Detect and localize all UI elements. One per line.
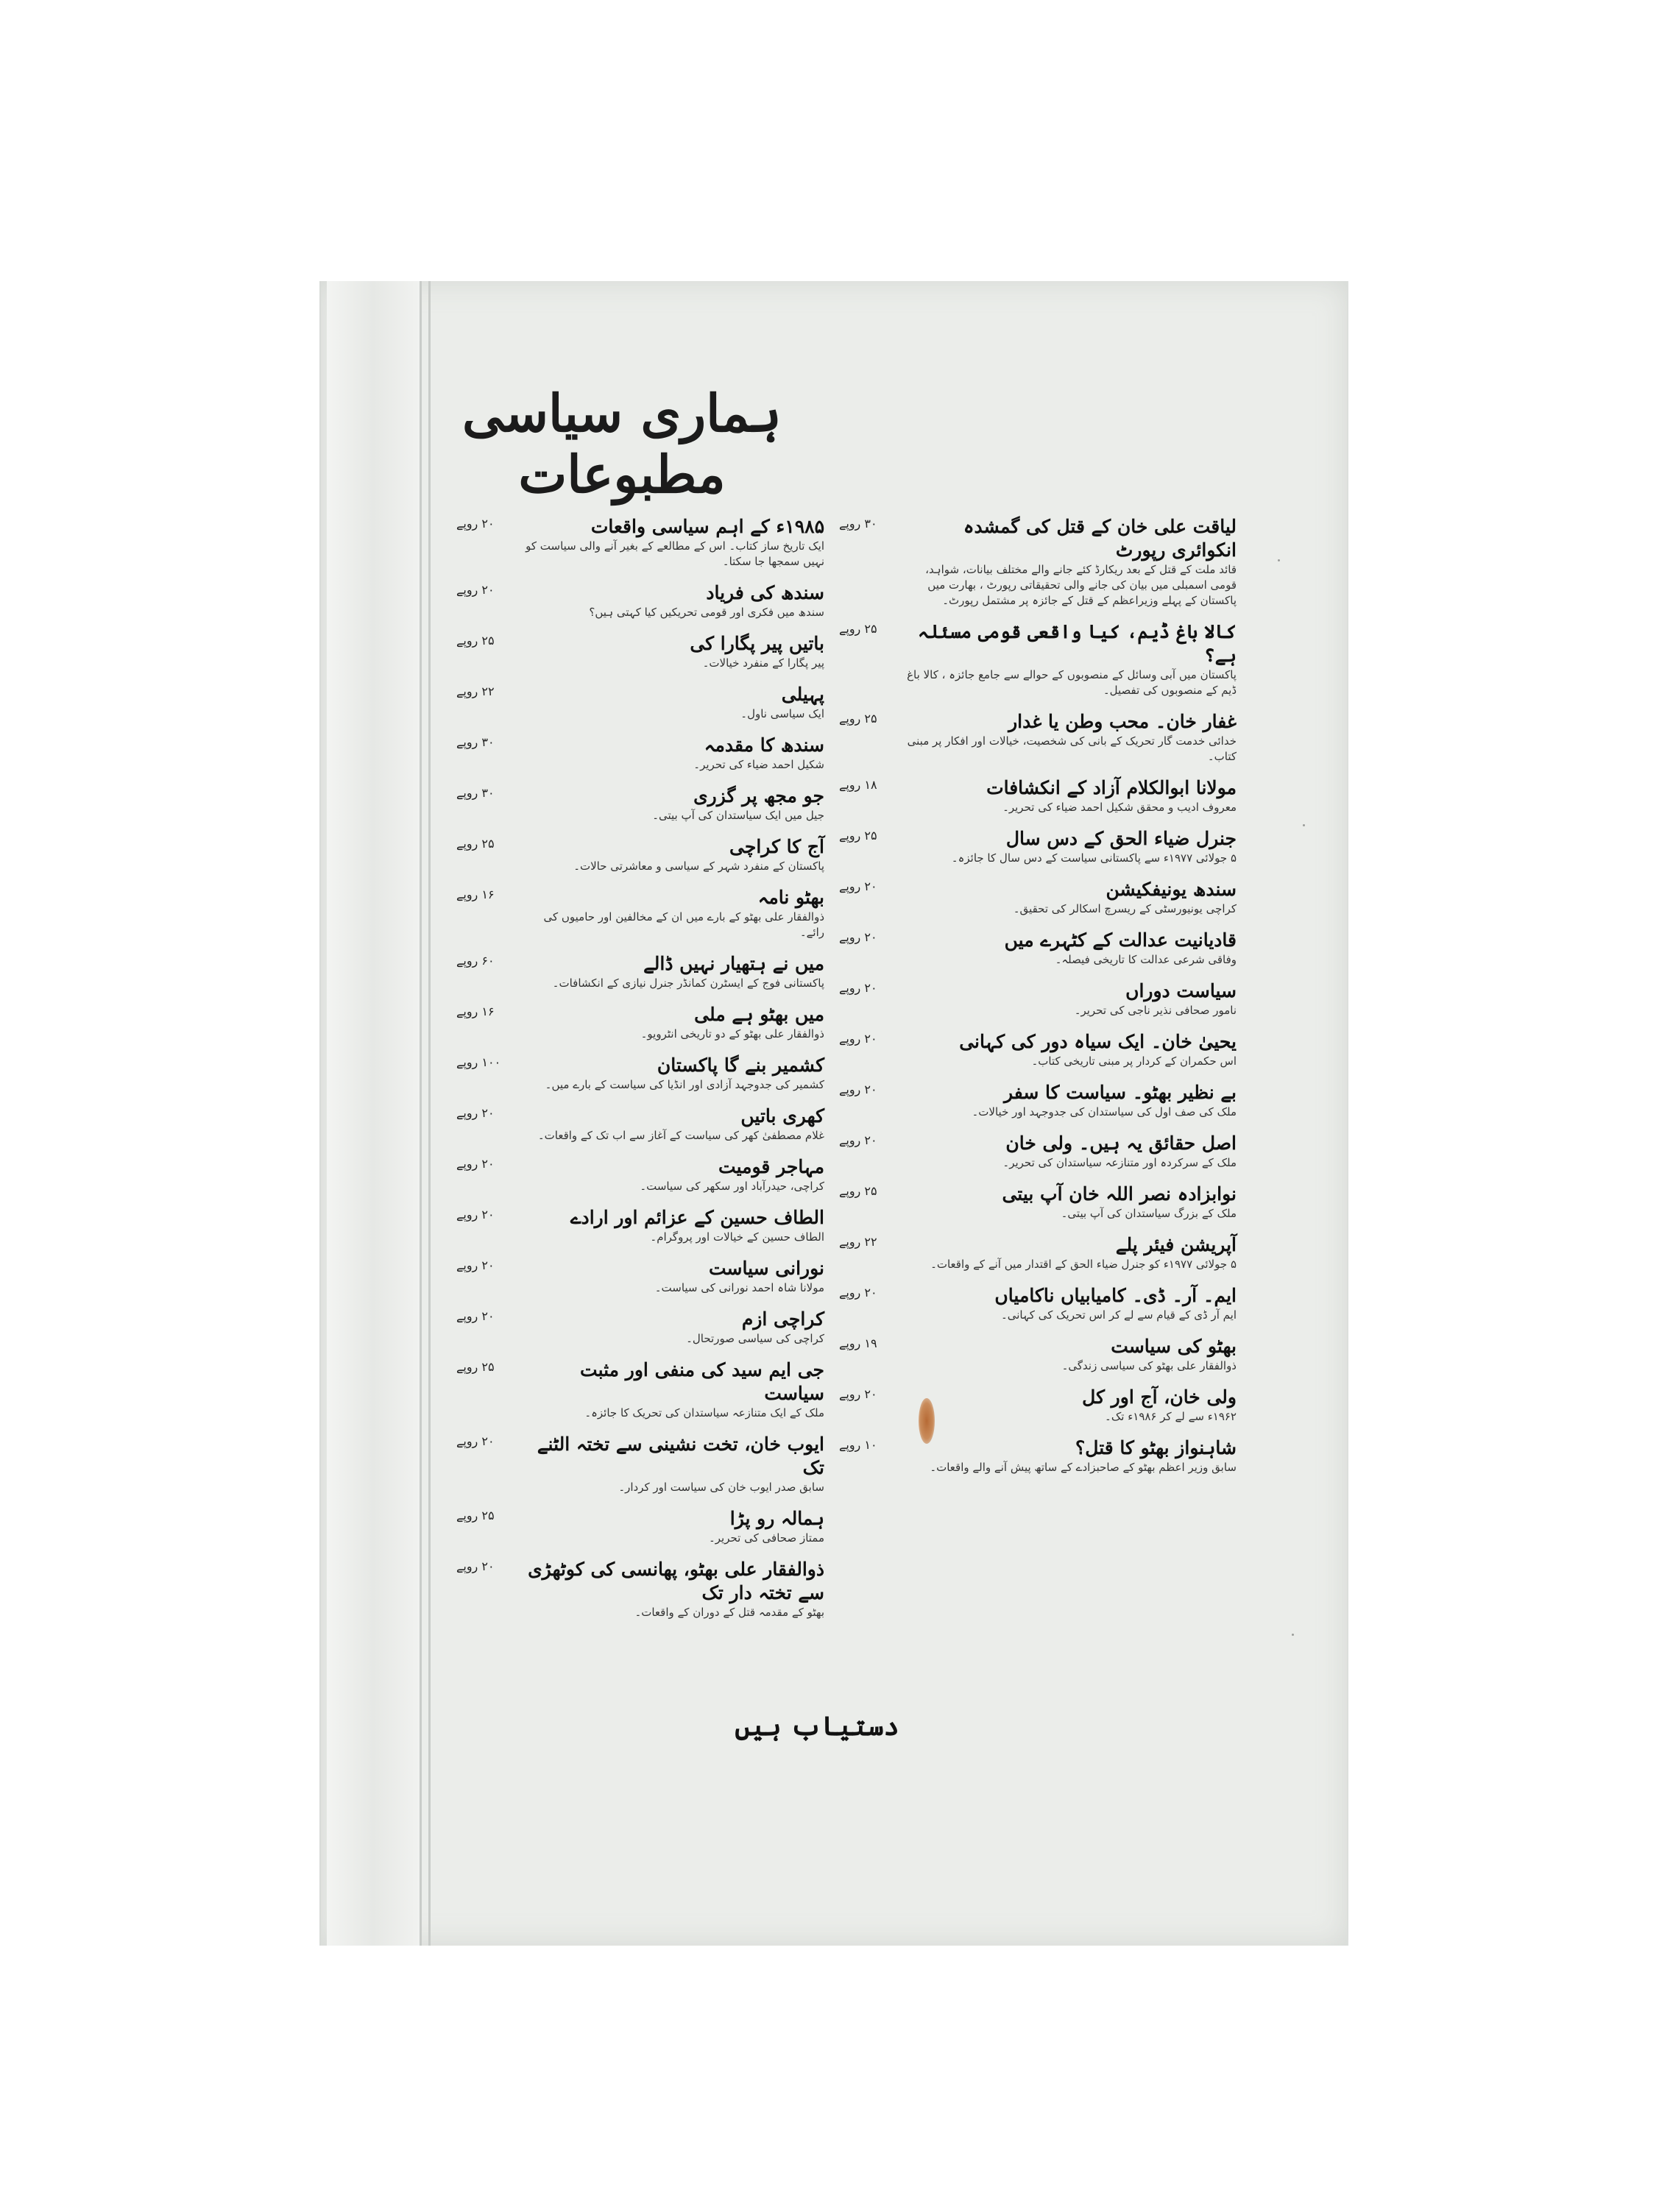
book-entry bbox=[456, 1155, 824, 1194]
book-price: ۳۰ روپے bbox=[456, 786, 495, 800]
book-description: ایم آر ڈی کے قیام سے لے کر اس تحریک کی کہانی۔ bbox=[1000, 1308, 1237, 1322]
book-entry bbox=[839, 1030, 1237, 1069]
book-description: سابق وزیر اعظم بھٹو کے صاحبزادے کے ساتھ پیش آنے والے واقعات۔ bbox=[930, 1461, 1237, 1474]
book-entry bbox=[839, 1335, 1237, 1374]
book-title: ۱۹۸۵ء کے اہم سیاسی واقعات bbox=[590, 516, 824, 537]
book-entry bbox=[456, 952, 824, 991]
book-title: قادیانیت عدالت کے کٹہرے میں bbox=[1004, 929, 1237, 951]
book-entry bbox=[456, 1558, 824, 1620]
book-price: ۲۵ روپے bbox=[456, 1360, 495, 1374]
book-price: ۲۵ روپے bbox=[456, 1509, 495, 1522]
book-title: مولانا ابوالکلام آزاد کے انکشافات bbox=[986, 777, 1237, 798]
book-description: قائد ملت کے قتل کے بعد ریکارڈ کئے جانے والے مختلف بیانات، شواہد، قومی اسمبلی میں بیان کی جانے والی تحقیقاتی رپورٹ ، بھارت میں پاکستان کے پہلے وزیراعظم کے قتل کے جائزہ پر مشتمل رپورٹ۔ bbox=[925, 563, 1237, 607]
book-price: ۲۵ روپے bbox=[839, 1184, 877, 1198]
book-entry bbox=[456, 1358, 824, 1421]
book-title: آج کا کراچی bbox=[729, 836, 824, 857]
book-price: ۲۵ روپے bbox=[839, 622, 877, 636]
book-description: شکیل احمد ضیاء کی تحریر۔ bbox=[693, 758, 824, 771]
book-description: ملک کی صف اول کی سیاستدان کی جدوجہد اور خیالات۔ bbox=[972, 1105, 1237, 1119]
book-entry bbox=[839, 1233, 1237, 1272]
book-entry bbox=[839, 1436, 1237, 1475]
book-title: یحییٰ خان۔ ایک سیاہ دور کی کہانی bbox=[959, 1031, 1237, 1052]
book-description: ایک تاریخ ساز کتاب۔ اس کے مطالعے کے بغیر آنے والی سیاست کو نہیں سمجھا جا سکتا۔ bbox=[526, 539, 824, 568]
book-price: ۱۹ روپے bbox=[839, 1336, 877, 1350]
book-entry bbox=[839, 1081, 1237, 1120]
book-price: ۲۰ روپے bbox=[839, 981, 877, 995]
book-description: پاکستان میں آبی وسائل کے منصوبوں کے حوالے سے جامع جائزہ ، کالا باغ ڈیم کے منصوبوں کی تفصیل۔ bbox=[907, 668, 1237, 697]
book-price: ۱۶ روپے bbox=[456, 1004, 495, 1018]
book-description: ۵ جولائی ۱۹۷۷ء کو جنرل ضیاء الحق کے اقتدار میں آنے کے واقعات۔ bbox=[930, 1258, 1237, 1271]
book-price: ۲۰ روپے bbox=[456, 1559, 495, 1573]
book-price: ۲۰ روپے bbox=[456, 1106, 495, 1120]
book-description: جیل میں ایک سیاستدان کی آپ بیتی۔ bbox=[652, 809, 824, 822]
book-title: آپریشن فیئر پلے bbox=[1115, 1234, 1237, 1255]
book-title: مہاجر قومیت bbox=[718, 1156, 824, 1177]
book-title: کشمیر بنے گا پاکستان bbox=[657, 1054, 824, 1076]
book-title: سیاست دوراں bbox=[1125, 980, 1237, 1002]
book-price: ۲۰ روپے bbox=[456, 583, 495, 597]
book-price: ۲۰ روپے bbox=[456, 1208, 495, 1222]
book-title: لیاقت علی خان کے قتل کی گمشدہ انکوائری رپورٹ bbox=[963, 516, 1237, 561]
book-title: بھٹو نامہ bbox=[757, 887, 824, 908]
book-entry bbox=[839, 979, 1237, 1018]
book-price: ۳۰ روپے bbox=[456, 735, 495, 749]
book-title: سندھ یونیفکیشن bbox=[1106, 879, 1237, 900]
book-entry bbox=[839, 515, 1237, 609]
spine-crease-line bbox=[428, 281, 431, 1946]
book-price: ۲۰ روپے bbox=[839, 879, 877, 893]
book-title: جی ایم سید کی منفی اور مثبت سیاست bbox=[580, 1359, 824, 1404]
book-price: ۱۸ روپے bbox=[839, 778, 877, 792]
book-title: ولی خان، آج اور کل bbox=[1082, 1386, 1237, 1408]
book-entry bbox=[839, 1132, 1237, 1171]
book-price: ۲۵ روپے bbox=[839, 829, 877, 843]
book-entry bbox=[839, 776, 1237, 815]
book-title: سندھ کی فریاد bbox=[706, 582, 824, 603]
book-price: ۲۰ روپے bbox=[456, 1434, 495, 1448]
book-title: میں بھٹو ہے ملی bbox=[694, 1004, 824, 1025]
book-description: کراچی کی سیاسی صورتحال۔ bbox=[686, 1332, 824, 1345]
book-entry bbox=[456, 1257, 824, 1296]
speck-mark bbox=[1278, 559, 1280, 561]
book-entry bbox=[456, 784, 824, 823]
book-description: کشمیر کی جدوجہد آزادی اور انڈیا کی سیاست کے بارے میں۔ bbox=[545, 1078, 824, 1091]
book-title: سندھ کا مقدمہ bbox=[704, 734, 824, 756]
book-title: ذوالفقار علی بھٹو، پھانسی کی کوٹھڑی سے تختہ دار تک bbox=[528, 1559, 824, 1603]
book-price: ۲۰ روپے bbox=[839, 1133, 877, 1147]
book-entry bbox=[839, 1386, 1237, 1425]
book-description: خدائی خدمت گار تحریک کے بانی کی شخصیت، خیالات اور افکار پر مبنی کتاب۔ bbox=[907, 734, 1237, 763]
book-description: سابق صدر ایوب خان کی سیاست اور کردار۔ bbox=[618, 1481, 824, 1494]
book-price: ۲۰ روپے bbox=[456, 1309, 495, 1323]
spine-crease-line bbox=[420, 281, 422, 1946]
book-entry bbox=[839, 929, 1237, 968]
book-entry bbox=[456, 734, 824, 773]
book-entry bbox=[839, 1183, 1237, 1222]
book-description: ذوالفقار علی بھٹو کی سیاسی زندگی۔ bbox=[1061, 1359, 1237, 1372]
book-description: ملک کے ایک متنازعہ سیاستدان کی تحریک کا جائزہ۔ bbox=[584, 1406, 824, 1419]
book-description: پاکستانی فوج کے ایسٹرن کمانڈر جنرل نیازی کے انکشافات۔ bbox=[552, 976, 824, 990]
book-price: ۲۰ روپے bbox=[839, 1286, 877, 1300]
book-entry bbox=[456, 632, 824, 671]
book-entry bbox=[839, 710, 1237, 765]
book-price: ۳۰ روپے bbox=[839, 517, 877, 531]
book-price: ۲۰ روپے bbox=[456, 1258, 495, 1272]
book-title: میں نے ہتھیار نہیں ڈالے bbox=[643, 953, 824, 974]
book-description: سندھ میں فکری اور قومی تحریکیں کیا کہتی ہیں؟ bbox=[589, 606, 824, 619]
book-description: ذوالفقار علی بھٹو کے بارے میں ان کے مخالفین اور حامیوں کی رائے۔ bbox=[543, 910, 824, 939]
book-description: ملک کے سرکردہ اور متنازعہ سیاستدان کی تحریر۔ bbox=[1002, 1156, 1237, 1169]
book-entry bbox=[456, 1433, 824, 1495]
book-price: ۱۶ روپے bbox=[456, 887, 495, 901]
book-entry bbox=[456, 1507, 824, 1546]
speck-mark bbox=[1303, 824, 1305, 826]
book-title: الطاف حسین کے عزائم اور ارادے bbox=[570, 1207, 824, 1228]
book-entry bbox=[456, 886, 824, 940]
book-title: کالا باغ ڈیم، کیا واقعی قومی مسئلہ ہے؟ bbox=[917, 621, 1237, 666]
book-price: ۲۵ روپے bbox=[456, 837, 495, 851]
book-price: ۲۰ روپے bbox=[839, 1082, 877, 1096]
book-entry bbox=[456, 1105, 824, 1144]
book-entry bbox=[456, 1003, 824, 1042]
book-price: ۲۰ روپے bbox=[839, 1032, 877, 1046]
book-title: جنرل ضیاء الحق کے دس سال bbox=[1005, 828, 1237, 849]
book-entry bbox=[456, 1308, 824, 1347]
book-entry bbox=[839, 620, 1237, 698]
book-title: نورانی سیاست bbox=[709, 1258, 824, 1279]
book-price: ۲۲ روپے bbox=[456, 684, 495, 698]
book-description: بھٹو کے مقدمہ قتل کے دوران کے واقعات۔ bbox=[634, 1606, 824, 1619]
book-title: نوابزادہ نصر اللہ خان آپ بیتی bbox=[1002, 1183, 1237, 1205]
book-entry bbox=[456, 515, 824, 570]
book-description: کراچی، حیدرآباد اور سکھر کی سیاست۔ bbox=[640, 1180, 824, 1193]
book-entry bbox=[456, 1206, 824, 1245]
book-description: ۵ جولائی ۱۹۷۷ء سے پاکستانی سیاست کے دس سال کا جائزہ۔ bbox=[951, 851, 1237, 865]
book-description: وفاقی شرعی عدالت کا تاریخی فیصلہ۔ bbox=[1055, 953, 1237, 966]
book-description: غلام مصطفیٰ کھر کی سیاست کے آغاز سے اب تک کے واقعات۔ bbox=[537, 1129, 824, 1142]
book-entry bbox=[456, 581, 824, 620]
book-description: ۱۹۶۲ء سے لے کر ۱۹۸۶ء تک۔ bbox=[1105, 1410, 1237, 1423]
book-entry bbox=[839, 1284, 1237, 1323]
book-title: باتیں پیر پگارا کی bbox=[690, 633, 824, 654]
speck-mark bbox=[1292, 1634, 1294, 1636]
book-title: بے نظیر بھٹو۔ سیاست کا سفر bbox=[1003, 1082, 1237, 1103]
book-entry bbox=[456, 683, 824, 722]
book-description: الطاف حسین کے خیالات اور پروگرام۔ bbox=[650, 1230, 824, 1244]
book-description: نامور صحافی نذیر ناجی کی تحریر۔ bbox=[1074, 1004, 1237, 1017]
book-description: ایک سیاسی ناول۔ bbox=[740, 707, 824, 720]
book-description: کراچی یونیورسٹی کے ریسرچ اسکالر کی تحقیق۔ bbox=[1013, 902, 1237, 915]
book-price: ۲۵ روپے bbox=[456, 634, 495, 648]
book-entry bbox=[456, 1054, 824, 1093]
book-price: ۲۰ روپے bbox=[839, 1387, 877, 1401]
book-description: اس حکمران کے کردار پر مبنی تاریخی کتاب۔ bbox=[1031, 1054, 1237, 1068]
book-price: ۱۰۰ روپے bbox=[456, 1055, 501, 1069]
book-title: جو مجھ پر گزری bbox=[693, 785, 824, 807]
book-price: ۱۰ روپے bbox=[839, 1438, 877, 1452]
book-entry bbox=[839, 878, 1237, 917]
book-price: ۲۰ روپے bbox=[456, 517, 495, 531]
book-entry bbox=[456, 835, 824, 874]
book-title: ہمالہ رو پڑا bbox=[729, 1508, 824, 1529]
book-title: کراچی ازم bbox=[741, 1308, 824, 1330]
book-price: ۲۰ روپے bbox=[456, 1157, 495, 1171]
book-description: ذوالفقار علی بھٹو کے دو تاریخی انٹرویو۔ bbox=[640, 1027, 824, 1041]
book-title: پہیلی bbox=[781, 684, 824, 705]
book-price: ۲۲ روپے bbox=[839, 1235, 877, 1249]
book-description: پاکستان کے منفرد شہر کے سیاسی و معاشرتی حالات۔ bbox=[573, 859, 824, 873]
stain-mark bbox=[919, 1398, 935, 1444]
book-price: ۲۰ روپے bbox=[839, 930, 877, 944]
right-book-list bbox=[839, 515, 1237, 1487]
book-description: ممتاز صحافی کی تحریر۔ bbox=[708, 1531, 824, 1545]
left-book-list bbox=[456, 515, 824, 1632]
book-title: بھٹو کی سیاست bbox=[1111, 1336, 1237, 1357]
available-notice: دستیاب ہیں bbox=[735, 1711, 899, 1742]
book-title: اصل حقائق یہ ہیں۔ ولی خان bbox=[1005, 1132, 1237, 1154]
spine-panel bbox=[327, 281, 420, 1946]
book-title: ایم۔ آر۔ ڈی۔ کامیابیاں ناکامیاں bbox=[994, 1285, 1237, 1306]
book-price: ۶۰ روپے bbox=[456, 954, 495, 968]
book-price: ۲۵ روپے bbox=[839, 712, 877, 726]
book-title: کھری باتیں bbox=[740, 1105, 824, 1127]
book-description: مولانا شاہ احمد نورانی کی سیاست۔ bbox=[654, 1281, 824, 1294]
book-description: پیر پگارا کے منفرد خیالات۔ bbox=[702, 656, 824, 670]
book-entry bbox=[839, 827, 1237, 866]
book-title: شاہنواز بھٹو کا قتل؟ bbox=[1075, 1437, 1237, 1458]
book-description: معروف ادیب و محقق شکیل احمد ضیاء کی تحریر۔ bbox=[1002, 801, 1237, 814]
book-title: ایوب خان، تخت نشینی سے تختہ الٹنے تک bbox=[537, 1433, 824, 1478]
page-title: ہماری سیاسی مطبوعات bbox=[462, 383, 782, 505]
book-title: غفار خان۔ محب وطن یا غدار bbox=[1008, 711, 1237, 732]
book-description: ملک کے بزرگ سیاستدان کی آپ بیتی۔ bbox=[1061, 1207, 1237, 1220]
